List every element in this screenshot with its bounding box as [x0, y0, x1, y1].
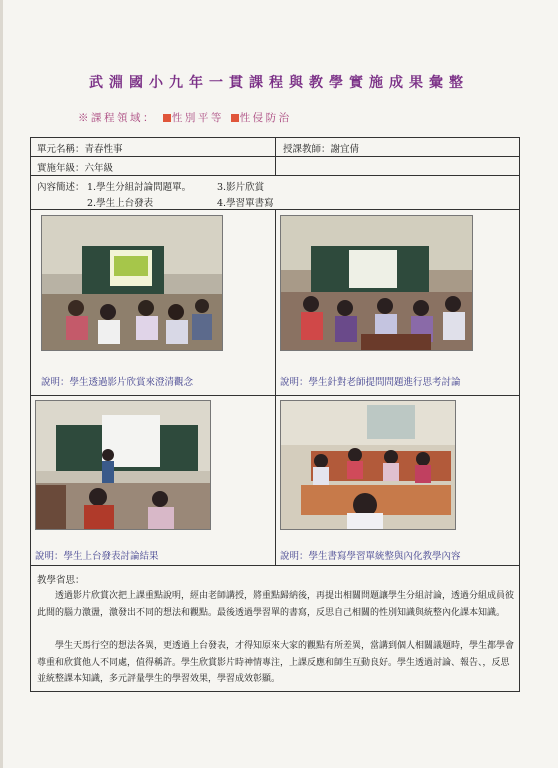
- unit-name: 單元名稱：青春性事: [37, 144, 123, 155]
- report-table: [30, 137, 520, 692]
- content-item-3: 3.影片欣賞: [217, 182, 265, 193]
- row-unit-teacher: [31, 138, 519, 157]
- red-square-icon: [231, 114, 239, 122]
- grade: 實施年級：六年級: [37, 163, 114, 174]
- reflection-paragraph-2: 學生天馬行空的想法各異，更透過上台發表，才得知原來大家的觀點有所差異，當講到個人相關議題時，學生都學會尊重和欣賞他人不同處，值得稱許。學生欣賞影片時神情專注，上課反應和師生互動良好。學生透過討論、報告、，反思並統整課本知識，多元評量學生的學習效果，學習成效彰顯。: [37, 641, 515, 684]
- photo-4-caption: 說明：學生書寫學習單統整與內化教學內容: [280, 551, 461, 562]
- reflection-paragraph-1: 透過影片欣賞次把上課重點說明，經由老師講授，將重點歸納後，再提出相關問題讓學生分組討論，透過分組成員彼此間的腦力激盪，激發出不同的想法和觀點。最後透過學習單的書寫，反思自己相關的性別知識與統整內化課本知識。: [37, 591, 515, 618]
- domain-tag-sexual-assault-prevention: 性侵防治: [239, 112, 292, 124]
- row-grade: [31, 157, 519, 176]
- course-domain-label: ※課程領域：: [78, 112, 156, 124]
- row-content: [31, 176, 519, 210]
- photo-1-caption: 說明：學生透過影片欣賞來澄清觀念: [41, 377, 194, 388]
- content-item-4: 4.學習單書寫: [217, 198, 274, 209]
- classroom-photo-4: [280, 400, 456, 530]
- domain-tag-gender-equality: 性別平等: [171, 112, 224, 124]
- photo-2-caption: 說明：學生針對老師提問問題進行思考討論: [280, 377, 461, 388]
- teacher-name: 授課教師：謝宜倩: [283, 144, 360, 155]
- photo-3-caption: 說明：學生上台發表討論結果: [35, 551, 159, 562]
- content-item-1: 1.學生分組討論問題單。: [87, 182, 192, 193]
- classroom-photo-1: [41, 215, 223, 351]
- content-item-2: 2.學生上台發表: [87, 198, 154, 209]
- classroom-photo-3: [35, 400, 211, 530]
- classroom-photo-2: [280, 215, 473, 351]
- content-label: 內容簡述：: [37, 182, 85, 193]
- reflection-title: 教學省思：: [37, 575, 85, 586]
- course-domain-line: [78, 110, 292, 125]
- red-square-icon: [163, 114, 171, 122]
- page-title: 武淵國小九年一貫課程與教學實施成果彙整: [89, 75, 469, 91]
